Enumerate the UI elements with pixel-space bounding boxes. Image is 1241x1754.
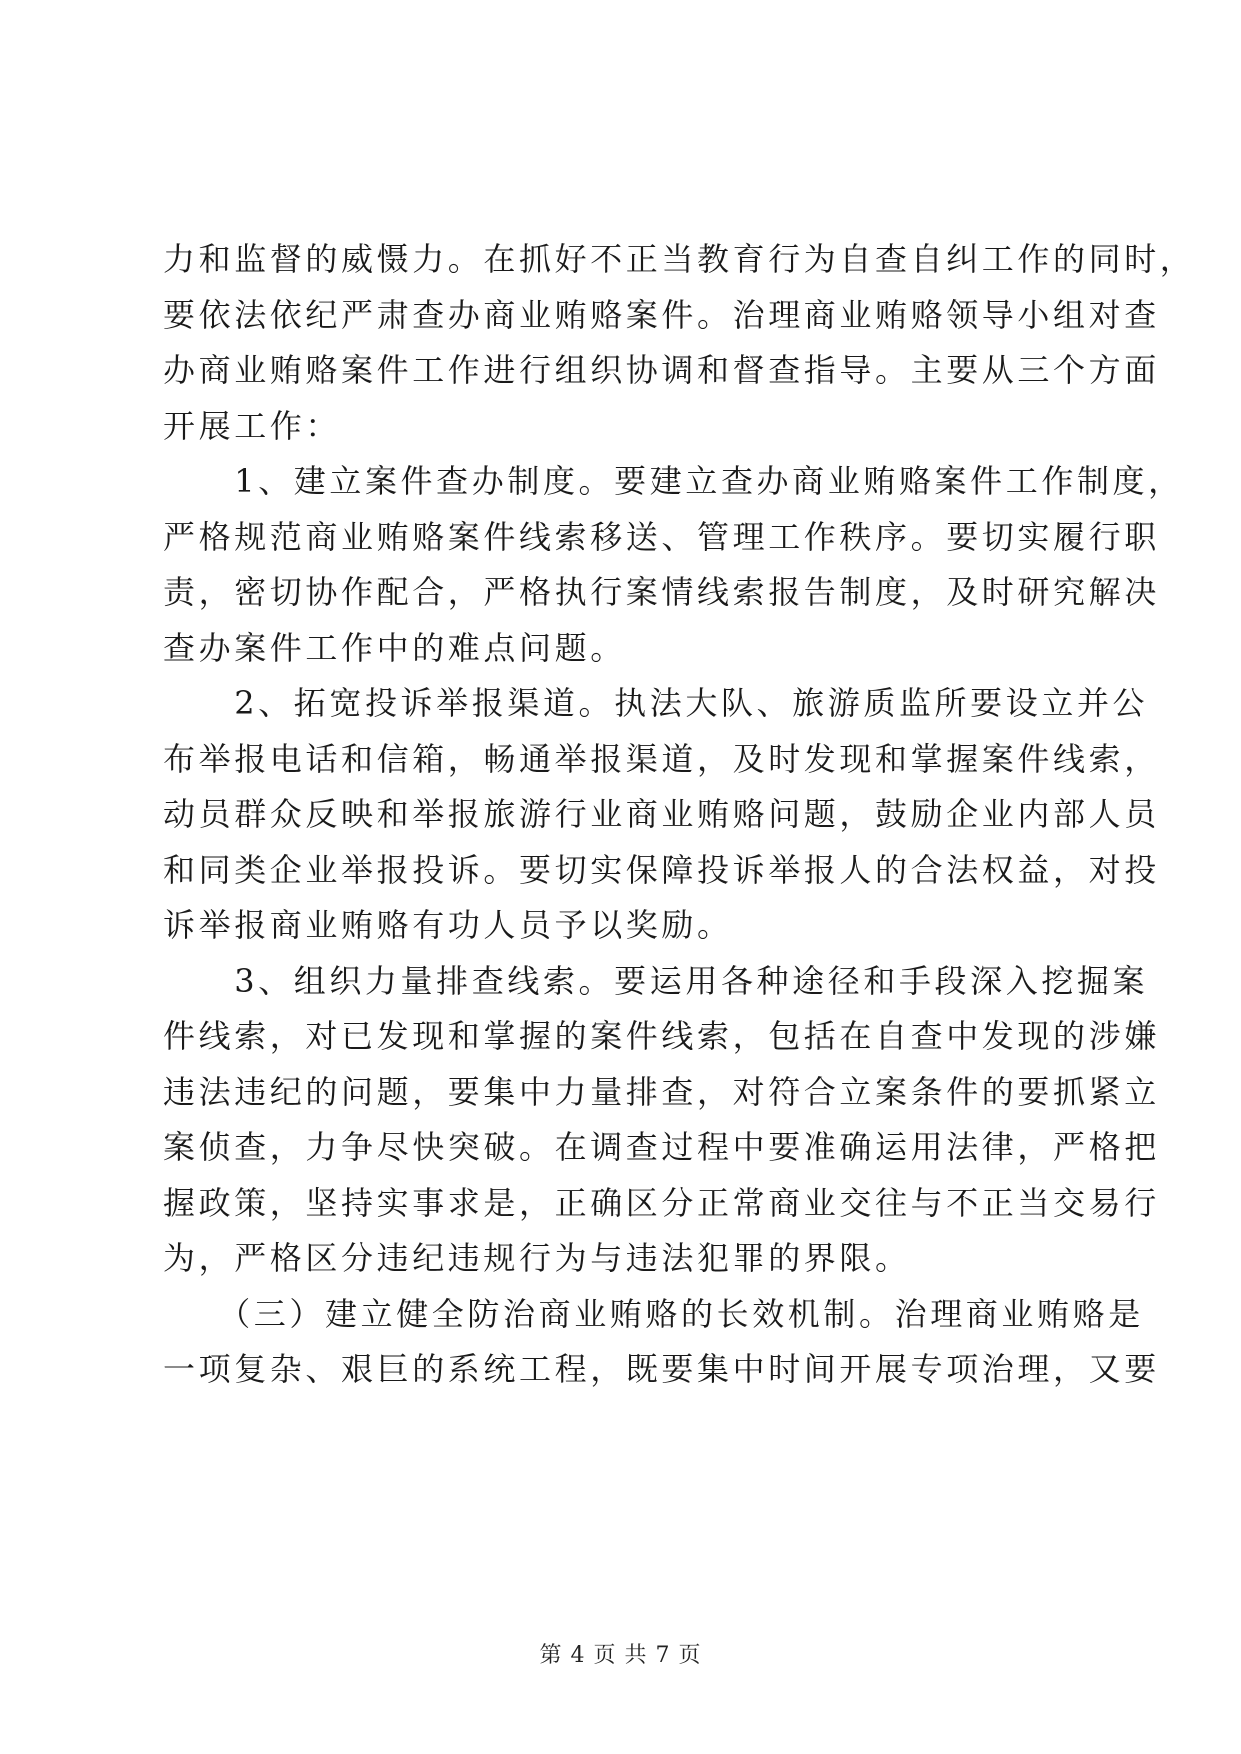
text-line: 责，密切协作配合，严格执行案情线索报告制度，及时研究解决 xyxy=(163,573,1160,611)
text-line: 一项复杂、艰巨的系统工程，既要集中时间开展专项治理，又要 xyxy=(163,1350,1160,1388)
text-line: 2、拓宽投诉举报渠道。执法大队、旅游质监所要设立并公 xyxy=(163,684,1149,722)
text-line: 布举报电话和信箱，畅通举报渠道，及时发现和掌握案件线索， xyxy=(163,739,1160,778)
text-line: 1、建立案件查办制度。要建立查办商业贿赂案件工作制度， xyxy=(163,462,1184,500)
text-line: 开展工作： xyxy=(163,406,342,445)
page-number: 第 4 页 共 7 页 xyxy=(539,1643,702,1668)
text-line: （三）建立健全防治商业贿赂的长效机制。治理商业贿赂是 xyxy=(163,1294,1144,1333)
text-line: 诉举报商业贿赂有功人员予以奖励。 xyxy=(163,906,733,944)
text-line: 和同类企业举报投诉。要切实保障投诉举报人的合法权益，对投 xyxy=(163,850,1160,889)
text-line: 为，严格区分违纪违规行为与违法犯罪的界限。 xyxy=(163,1239,911,1277)
text-line: 动员群众反映和举报旅游行业商业贿赂问题，鼓励企业内部人员 xyxy=(163,795,1160,833)
page-footer xyxy=(0,1638,1241,1669)
text-line: 查办案件工作中的难点问题。 xyxy=(163,628,626,667)
text-line: 案侦查，力争尽快突破。在调查过程中要准确运用法律，严格把 xyxy=(163,1128,1160,1166)
body-text xyxy=(163,232,1196,1398)
text-line: 办商业贿赂案件工作进行组织协调和督查指导。主要从三个方面 xyxy=(163,351,1160,389)
text-line: 件线索，对已发现和掌握的案件线索，包括在自查中发现的涉嫌 xyxy=(163,1017,1160,1055)
text-line: 握政策，坚持实事求是，正确区分正常商业交往与不正当交易行 xyxy=(163,1183,1160,1222)
text-line: 要依法依纪严肃查办商业贿赂案件。治理商业贿赂领导小组对查 xyxy=(163,295,1160,334)
text-line: 严格规范商业贿赂案件线索移送、管理工作秩序。要切实履行职 xyxy=(163,517,1160,556)
text-line: 3、组织力量排查线索。要运用各种途径和手段深入挖掘案 xyxy=(163,961,1149,1000)
text-line: 力和监督的威慑力。在抓好不正当教育行为自查自纠工作的同时， xyxy=(163,240,1196,278)
text-line: 违法违纪的问题，要集中力量排查，对符合立案条件的要抓紧立 xyxy=(163,1072,1160,1111)
